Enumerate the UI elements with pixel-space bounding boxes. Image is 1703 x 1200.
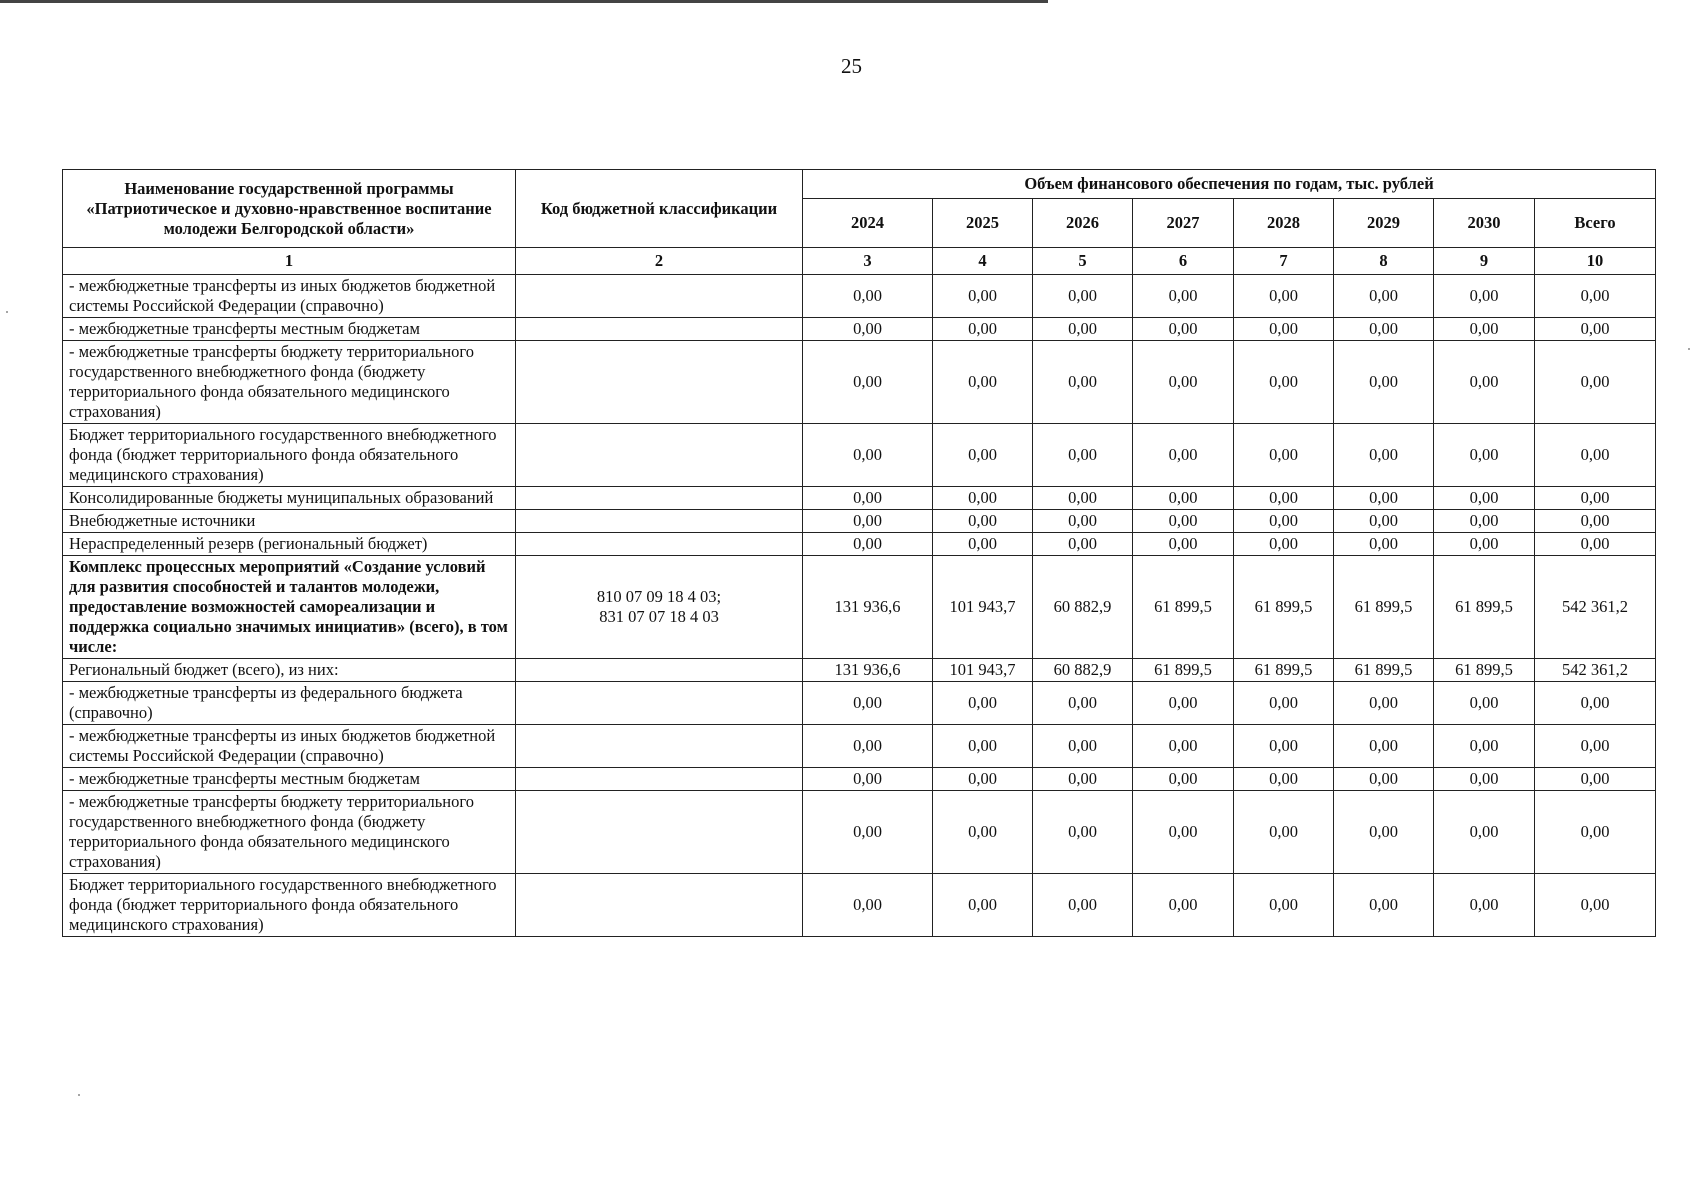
table-row bbox=[63, 510, 1656, 533]
row-value: 0,00 bbox=[933, 487, 1033, 510]
row-value: 0,00 bbox=[1033, 533, 1133, 556]
row-budget-code bbox=[516, 791, 803, 874]
header-year: 2027 bbox=[1133, 199, 1234, 248]
budget-code-line: 810 07 09 18 4 03; bbox=[596, 587, 722, 606]
table-body bbox=[63, 275, 1656, 937]
row-value-total: 0,00 bbox=[1535, 487, 1656, 510]
row-value: 0,00 bbox=[1033, 487, 1133, 510]
row-value: 0,00 bbox=[1234, 533, 1334, 556]
row-name: Внебюджетные источники bbox=[63, 510, 516, 533]
row-value: 0,00 bbox=[803, 874, 933, 937]
table-row bbox=[63, 533, 1656, 556]
row-value: 0,00 bbox=[1434, 533, 1535, 556]
row-budget-code bbox=[516, 341, 803, 424]
row-value: 0,00 bbox=[933, 424, 1033, 487]
row-value: 0,00 bbox=[933, 510, 1033, 533]
row-budget-code bbox=[516, 682, 803, 725]
row-value: 0,00 bbox=[933, 874, 1033, 937]
row-value: 0,00 bbox=[933, 682, 1033, 725]
row-value: 0,00 bbox=[1334, 768, 1434, 791]
row-name: Бюджет территориального государственного внебюджетного фонда (бюджет территориального фонда обязательного медицинского страхования) bbox=[63, 874, 516, 937]
row-value: 61 899,5 bbox=[1133, 659, 1234, 682]
row-value: 0,00 bbox=[1334, 682, 1434, 725]
row-value: 0,00 bbox=[1133, 318, 1234, 341]
row-value: 0,00 bbox=[1033, 682, 1133, 725]
row-name: - межбюджетные трансферты из иных бюджетов бюджетной системы Российской Федерации (справочно) bbox=[63, 275, 516, 318]
row-value-total: 0,00 bbox=[1535, 318, 1656, 341]
row-value: 61 899,5 bbox=[1434, 659, 1535, 682]
row-value: 0,00 bbox=[933, 725, 1033, 768]
row-value: 0,00 bbox=[1234, 725, 1334, 768]
row-value: 0,00 bbox=[1434, 874, 1535, 937]
column-number: 6 bbox=[1133, 248, 1234, 275]
row-value: 0,00 bbox=[1234, 682, 1334, 725]
column-number-row bbox=[63, 248, 1656, 275]
page-number: 25 bbox=[841, 54, 862, 78]
row-budget-code bbox=[516, 659, 803, 682]
table-row bbox=[63, 874, 1656, 937]
header-year: 2024 bbox=[803, 199, 933, 248]
row-name: Консолидированные бюджеты муниципальных образований bbox=[63, 487, 516, 510]
row-value-total: 0,00 bbox=[1535, 424, 1656, 487]
row-value: 0,00 bbox=[933, 318, 1033, 341]
row-value: 0,00 bbox=[1334, 318, 1434, 341]
scan-speck bbox=[1688, 348, 1690, 350]
row-value: 0,00 bbox=[1133, 791, 1234, 874]
row-value: 0,00 bbox=[1033, 275, 1133, 318]
scan-edge-line bbox=[0, 0, 1048, 3]
row-value: 0,00 bbox=[1133, 341, 1234, 424]
row-value-total: 0,00 bbox=[1535, 768, 1656, 791]
header-year: 2029 bbox=[1334, 199, 1434, 248]
table-row bbox=[63, 341, 1656, 424]
row-value: 0,00 bbox=[1033, 510, 1133, 533]
row-value: 0,00 bbox=[1334, 510, 1434, 533]
row-name: - межбюджетные трансферты из федерального бюджета (справочно) bbox=[63, 682, 516, 725]
row-value: 0,00 bbox=[933, 768, 1033, 791]
table-row bbox=[63, 487, 1656, 510]
header-year: 2030 bbox=[1434, 199, 1535, 248]
row-value: 0,00 bbox=[1234, 791, 1334, 874]
row-value-total: 542 361,2 bbox=[1535, 659, 1656, 682]
row-value: 0,00 bbox=[1033, 874, 1133, 937]
table-row bbox=[63, 275, 1656, 318]
row-value: 61 899,5 bbox=[1234, 659, 1334, 682]
header-program-name: Наименование государственной программы «Патриотическое и духовно-нравственное воспитание молодежи Белгородской области» bbox=[63, 170, 516, 248]
row-value: 0,00 bbox=[1133, 510, 1234, 533]
row-value: 0,00 bbox=[1234, 487, 1334, 510]
row-value: 0,00 bbox=[1334, 533, 1434, 556]
row-value: 60 882,9 bbox=[1033, 556, 1133, 659]
row-value: 0,00 bbox=[1133, 424, 1234, 487]
row-value-total: 542 361,2 bbox=[1535, 556, 1656, 659]
row-value: 101 943,7 bbox=[933, 659, 1033, 682]
row-value: 0,00 bbox=[1434, 318, 1535, 341]
row-name: - межбюджетные трансферты местным бюджетам bbox=[63, 318, 516, 341]
row-value-total: 0,00 bbox=[1535, 533, 1656, 556]
row-value: 0,00 bbox=[1334, 487, 1434, 510]
row-value: 0,00 bbox=[1334, 341, 1434, 424]
budget-table bbox=[62, 169, 1656, 937]
table-row bbox=[63, 768, 1656, 791]
row-value: 0,00 bbox=[1033, 791, 1133, 874]
header-funding-volume: Объем финансового обеспечения по годам, тыс. рублей bbox=[803, 170, 1656, 199]
table-row bbox=[63, 424, 1656, 487]
row-value: 61 899,5 bbox=[1133, 556, 1234, 659]
row-value: 0,00 bbox=[1133, 275, 1234, 318]
row-budget-code bbox=[516, 725, 803, 768]
row-budget-code bbox=[516, 874, 803, 937]
row-value-total: 0,00 bbox=[1535, 275, 1656, 318]
table-row bbox=[63, 682, 1656, 725]
row-budget-code bbox=[516, 768, 803, 791]
row-value: 0,00 bbox=[1334, 275, 1434, 318]
row-value: 0,00 bbox=[1033, 341, 1133, 424]
row-value: 0,00 bbox=[1434, 510, 1535, 533]
row-value-total: 0,00 bbox=[1535, 682, 1656, 725]
row-value: 0,00 bbox=[1133, 768, 1234, 791]
budget-code-line: 831 07 07 18 4 03 bbox=[599, 607, 719, 626]
row-value: 0,00 bbox=[933, 275, 1033, 318]
column-number: 3 bbox=[803, 248, 933, 275]
row-name: Региональный бюджет (всего), из них: bbox=[63, 659, 516, 682]
row-value: 0,00 bbox=[803, 768, 933, 791]
table-row bbox=[63, 791, 1656, 874]
column-number: 1 bbox=[63, 248, 516, 275]
row-value: 0,00 bbox=[1234, 424, 1334, 487]
column-number: 10 bbox=[1535, 248, 1656, 275]
header-year: 2028 bbox=[1234, 199, 1334, 248]
row-value-total: 0,00 bbox=[1535, 791, 1656, 874]
header-row-main bbox=[63, 170, 1656, 199]
row-value: 0,00 bbox=[1434, 725, 1535, 768]
row-value: 0,00 bbox=[803, 682, 933, 725]
row-value: 0,00 bbox=[1033, 725, 1133, 768]
row-value: 0,00 bbox=[1133, 874, 1234, 937]
row-value: 101 943,7 bbox=[933, 556, 1033, 659]
row-value: 0,00 bbox=[933, 533, 1033, 556]
row-value: 0,00 bbox=[803, 487, 933, 510]
row-budget-code bbox=[516, 533, 803, 556]
row-budget-code bbox=[516, 487, 803, 510]
column-number: 5 bbox=[1033, 248, 1133, 275]
row-value-total: 0,00 bbox=[1535, 341, 1656, 424]
row-value: 131 936,6 bbox=[803, 659, 933, 682]
row-name: - межбюджетные трансферты бюджету территориального государственного внебюджетного фонда (бюджету территориального фонда обязательного медицинского страхования) bbox=[63, 791, 516, 874]
row-value: 61 899,5 bbox=[1334, 556, 1434, 659]
row-value: 0,00 bbox=[933, 791, 1033, 874]
row-value-total: 0,00 bbox=[1535, 874, 1656, 937]
row-value: 0,00 bbox=[1033, 424, 1133, 487]
column-number: 9 bbox=[1434, 248, 1535, 275]
table-header bbox=[63, 170, 1656, 275]
row-budget-code bbox=[516, 424, 803, 487]
scan-speck bbox=[78, 1094, 80, 1096]
row-value-total: 0,00 bbox=[1535, 510, 1656, 533]
table-row bbox=[63, 318, 1656, 341]
header-year: 2026 bbox=[1033, 199, 1133, 248]
row-value: 0,00 bbox=[1334, 424, 1434, 487]
row-value: 0,00 bbox=[803, 424, 933, 487]
row-value: 60 882,9 bbox=[1033, 659, 1133, 682]
table-row bbox=[63, 556, 1656, 659]
header-year: 2025 bbox=[933, 199, 1033, 248]
row-budget-code bbox=[516, 510, 803, 533]
header-total: Всего bbox=[1535, 199, 1656, 248]
row-value: 0,00 bbox=[1033, 318, 1133, 341]
row-budget-code bbox=[516, 275, 803, 318]
row-value: 61 899,5 bbox=[1234, 556, 1334, 659]
row-value: 0,00 bbox=[1434, 341, 1535, 424]
row-value: 0,00 bbox=[803, 318, 933, 341]
row-value: 0,00 bbox=[1234, 874, 1334, 937]
row-value: 0,00 bbox=[1234, 318, 1334, 341]
column-number: 4 bbox=[933, 248, 1033, 275]
scan-speck bbox=[6, 311, 8, 313]
row-value: 0,00 bbox=[1434, 424, 1535, 487]
row-value: 0,00 bbox=[803, 510, 933, 533]
row-name: Комплекс процессных мероприятий «Создание условий для развития способностей и талантов молодежи, предоставление возможностей самореализации и поддержка социально значимых инициатив» (всего), в том числе: bbox=[63, 556, 516, 659]
row-budget-code bbox=[516, 318, 803, 341]
row-budget-code bbox=[516, 556, 803, 659]
row-value: 0,00 bbox=[1133, 682, 1234, 725]
row-value: 0,00 bbox=[1334, 874, 1434, 937]
row-value: 0,00 bbox=[1434, 275, 1535, 318]
row-value: 0,00 bbox=[803, 791, 933, 874]
row-value: 0,00 bbox=[1234, 510, 1334, 533]
row-name: Нераспределенный резерв (региональный бюджет) bbox=[63, 533, 516, 556]
row-name: - межбюджетные трансферты бюджету территориального государственного внебюджетного фонда (бюджету территориального фонда обязательного медицинского страхования) bbox=[63, 341, 516, 424]
row-value: 0,00 bbox=[1434, 487, 1535, 510]
row-value: 0,00 bbox=[803, 275, 933, 318]
table-row bbox=[63, 725, 1656, 768]
row-value: 0,00 bbox=[1133, 487, 1234, 510]
row-value: 0,00 bbox=[1334, 791, 1434, 874]
row-value: 0,00 bbox=[933, 341, 1033, 424]
row-value: 0,00 bbox=[1234, 341, 1334, 424]
header-budget-code: Код бюджетной классификации bbox=[516, 170, 803, 248]
row-value: 0,00 bbox=[1234, 768, 1334, 791]
row-name: - межбюджетные трансферты местным бюджетам bbox=[63, 768, 516, 791]
row-value: 0,00 bbox=[1334, 725, 1434, 768]
row-value: 0,00 bbox=[803, 725, 933, 768]
row-value: 0,00 bbox=[1434, 791, 1535, 874]
column-number: 2 bbox=[516, 248, 803, 275]
row-value: 131 936,6 bbox=[803, 556, 933, 659]
column-number: 7 bbox=[1234, 248, 1334, 275]
row-value: 0,00 bbox=[803, 533, 933, 556]
table-row bbox=[63, 659, 1656, 682]
row-name: Бюджет территориального государственного внебюджетного фонда (бюджет территориального фонда обязательного медицинского страхования) bbox=[63, 424, 516, 487]
row-value: 61 899,5 bbox=[1334, 659, 1434, 682]
row-name: - межбюджетные трансферты из иных бюджетов бюджетной системы Российской Федерации (справочно) bbox=[63, 725, 516, 768]
row-value: 0,00 bbox=[1234, 275, 1334, 318]
row-value: 0,00 bbox=[1033, 768, 1133, 791]
row-value: 0,00 bbox=[1133, 533, 1234, 556]
row-value-total: 0,00 bbox=[1535, 725, 1656, 768]
column-number: 8 bbox=[1334, 248, 1434, 275]
row-value: 0,00 bbox=[1434, 768, 1535, 791]
row-value: 0,00 bbox=[803, 341, 933, 424]
row-value: 0,00 bbox=[1434, 682, 1535, 725]
row-value: 61 899,5 bbox=[1434, 556, 1535, 659]
row-value: 0,00 bbox=[1133, 725, 1234, 768]
